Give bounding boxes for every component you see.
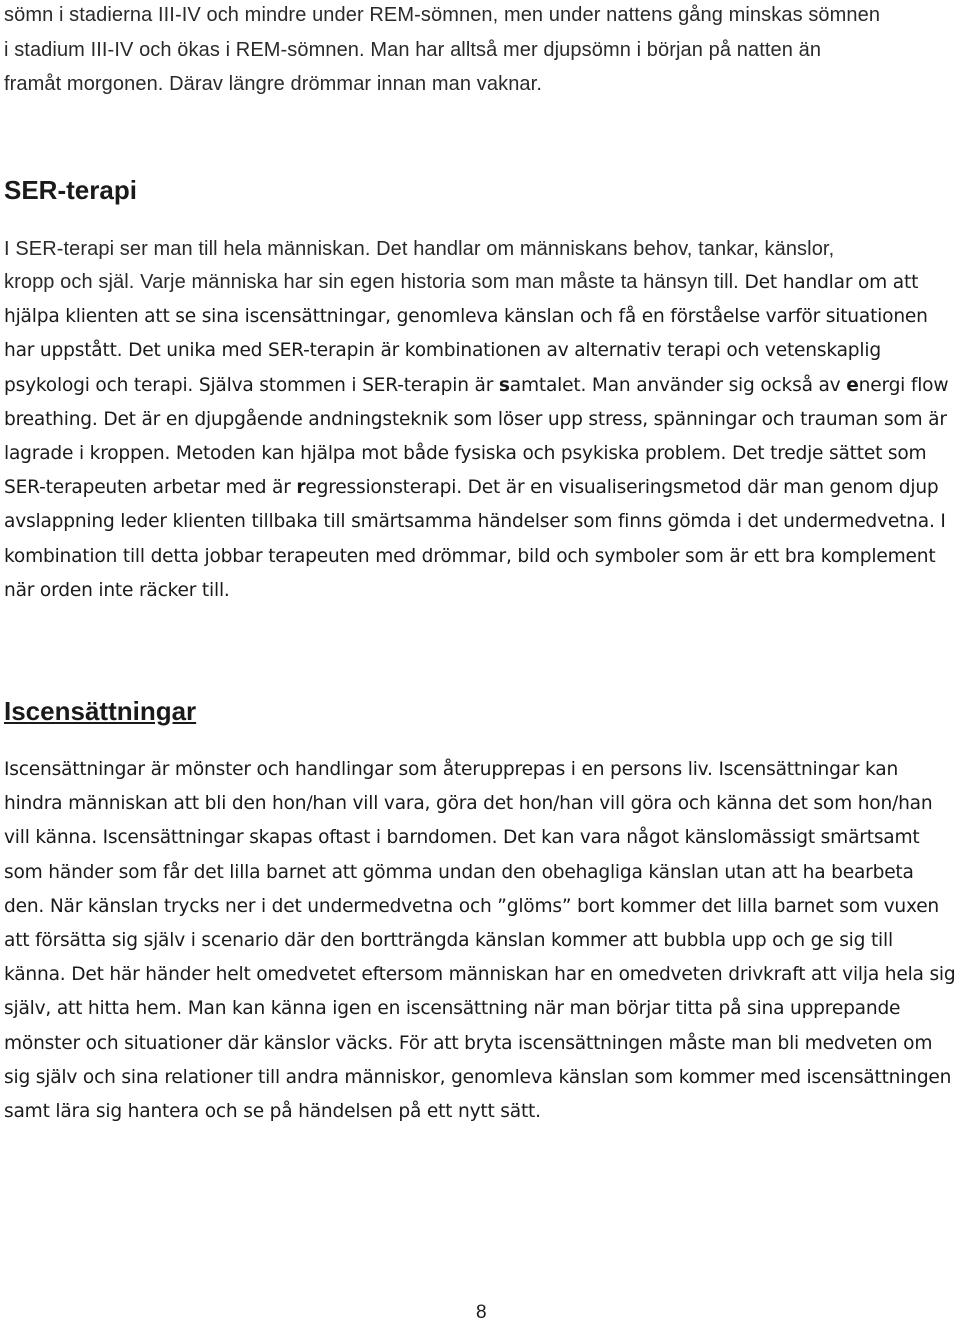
ser-bold-letter: r bbox=[296, 477, 306, 499]
ser-light-line: I SER-terapi ser man till hela människan. Det handlar om människans behov, tankar, känslor, bbox=[4, 238, 835, 260]
ser-text: egressionsterapi. Det är en visualiseringsmetod där man genom djup avslappning leder klienten tillbaka till smärtsamma händelser som finns gömda i det undermedvetna. I kombination till detta jobbar terapeuten med drömmar, bild och symboler som är ett bra komplement när orden inte räcker till. bbox=[4, 477, 946, 601]
ser-light-line: kropp och själ. Varje människa har sin egen historia som man måste ta hänsyn till. bbox=[4, 271, 739, 293]
ser-text: amtalet. Man använder sig också av bbox=[509, 374, 847, 396]
intro-line: framåt morgonen. Därav längre drömmar innan man vaknar. bbox=[4, 73, 542, 95]
ser-terapi-paragraph bbox=[4, 233, 958, 608]
section-heading-ser-terapi: SER-terapi bbox=[4, 175, 137, 205]
intro-line: sömn i stadierna III-IV och mindre under REM-sömnen, men under nattens gång minskas sömnen bbox=[4, 4, 881, 26]
page-number: 8 bbox=[476, 1302, 487, 1323]
intro-paragraph bbox=[4, 0, 958, 102]
iscensattningar-paragraph: Iscensättningar är mönster och handlingar som återupprepas i en persons liv. Iscensättningar kan hindra människan att bli den hon/han vill vara, göra det hon/han vill göra och känna det som hon/han vill känna. Iscensättningar skapas oftast i barndomen. Det kan vara något känslomässigt smärtsamt som händer som får det lilla barnet att gömma undan den obehagliga känslan utan att ha bearbeta den. När känslan trycks ner i det undermedvetna och ”glöms” bort kommer det lilla barnet som vuxen att försätta sig själv i scenario där den bortträngda känslan kommer att bubbla upp och ge sig till känna. Det här händer helt omedvetet eftersom människan har en omedveten drivkraft att vilja hela sig själv, att hitta hem. Man kan känna igen en iscensättning när man börjar titta på sina upprepande mönster och situationer där känslor väcks. För att bryta iscensättningen måste man bli medveten om sig själv och sina relationer till andra människor, genomleva känslan som kommer med iscensättningen samt lära sig hantera och se på händelsen på ett nytt sätt. bbox=[4, 759, 956, 1123]
section-heading-iscensattningar: Iscensättningar bbox=[4, 696, 197, 726]
ser-text: nergi flow breathing. Det är en djupgående andningsteknik som löser upp stress, spänningar och trauman som är lagrade i kroppen. Metoden kan hjälpa mot både fysiska och psykiska problem. Det tredje sättet som SER-terapeuten arbetar med är bbox=[4, 374, 949, 499]
ser-bold-letter: s bbox=[498, 374, 510, 396]
intro-line: i stadium III-IV och ökas i REM-sömnen. Man har alltså mer djupsömn i början på natten än bbox=[4, 38, 822, 61]
ser-text: Det handlar om att hjälpa klienten att se sina iscensättningar, genomleva känslan och få en förståelse varför situationen har uppstått. Det unika med SER-terapin är kombinationen av alternativ terapi och vetenskaplig psykologi och terapi. Själva stommen i SER-terapin är bbox=[4, 272, 928, 396]
ser-bold-letter: e bbox=[846, 374, 859, 396]
